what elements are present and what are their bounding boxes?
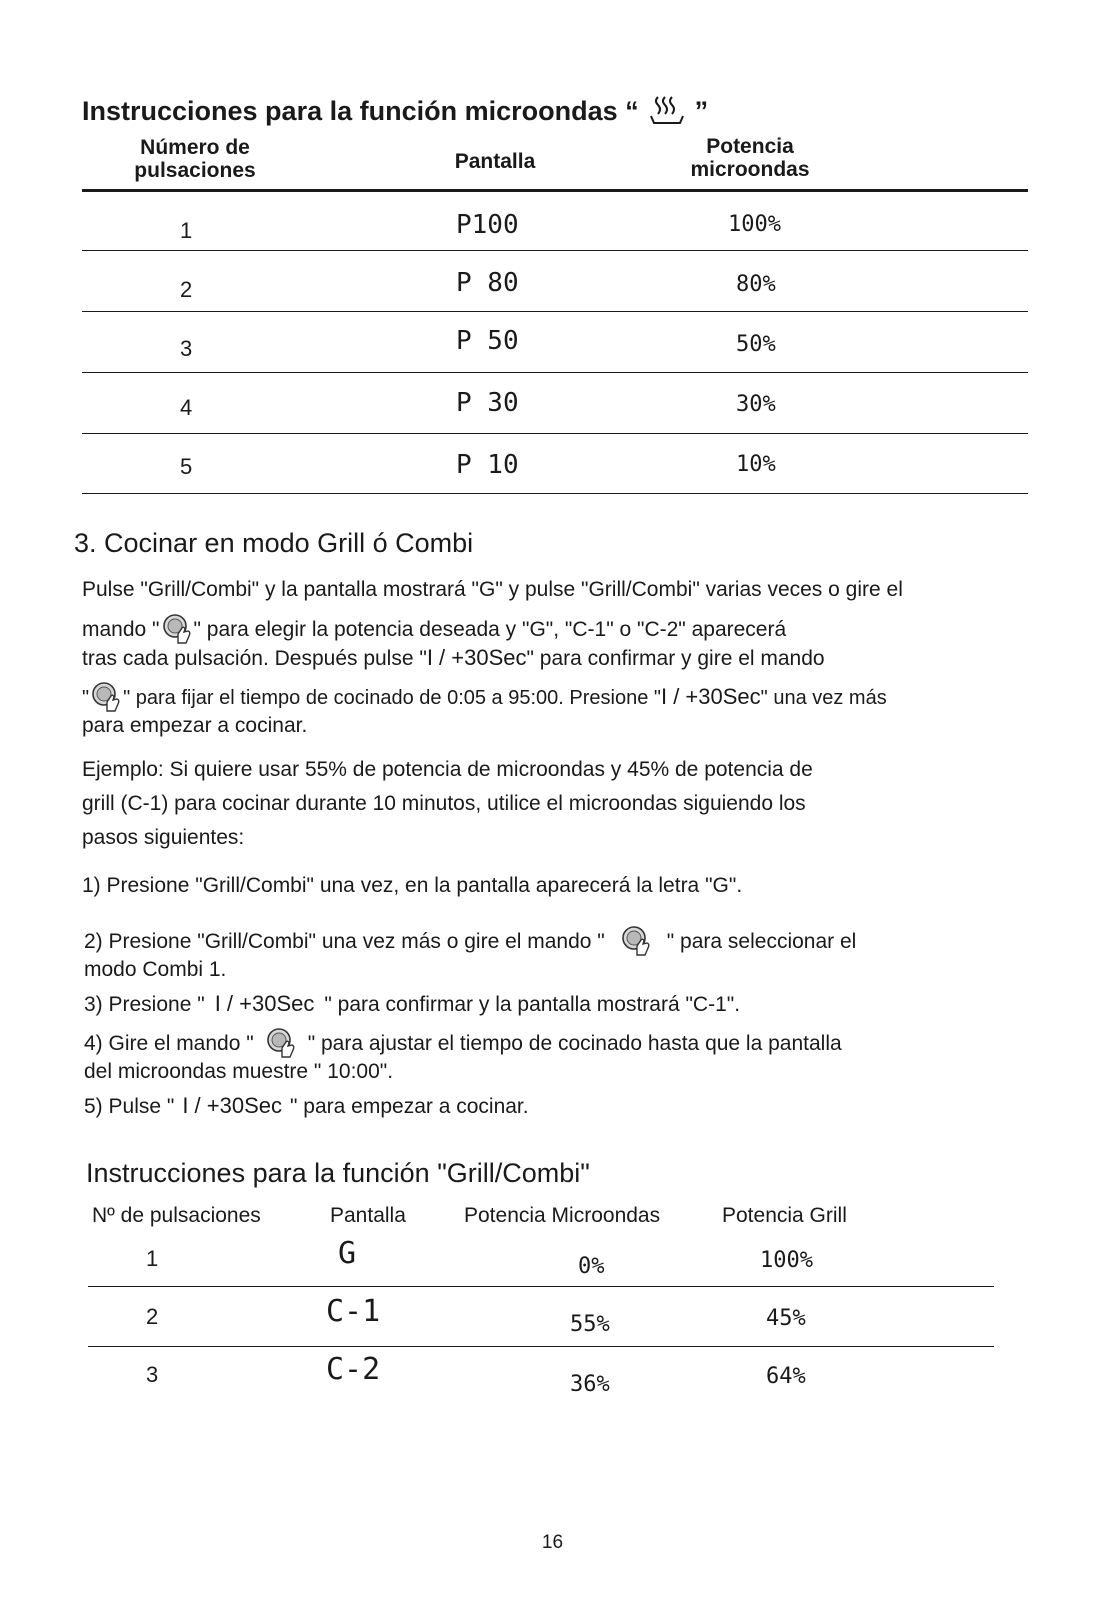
row-divider	[88, 1346, 994, 1347]
start-30sec-button-label: I / +30Sec	[426, 645, 527, 670]
header-power	[660, 135, 840, 181]
text: " para confirmar y la pantalla mostrará "C-1".	[324, 993, 741, 1016]
grill-combi-button-label: Grill/Combi	[147, 578, 252, 601]
text: "	[82, 687, 90, 709]
text: 2) Presione "	[84, 930, 205, 953]
header-grill-power: Potencia Grill	[722, 1204, 847, 1227]
header-presses: Nº de pulsaciones	[92, 1204, 261, 1227]
cell-grill-power: 45%	[766, 1306, 806, 1331]
header-power-line1: Potencia	[706, 135, 794, 158]
text: " una vez más o gire el mando "	[308, 930, 605, 953]
text: 4) Gire el mando "	[84, 1032, 254, 1055]
text: " y la pantalla mostrará "G" y pulse "	[251, 578, 589, 601]
header-display: Pantalla	[330, 1204, 406, 1227]
text: " para fijar el tiempo de cocinado de 0:05 a 95:00. Presione "	[123, 687, 661, 709]
cell-display: P 50	[456, 326, 519, 356]
cell-mw-power: 0%	[578, 1254, 605, 1279]
cell-power: 30%	[736, 392, 776, 417]
text: 5) Pulse "	[84, 1095, 175, 1118]
header-presses-line1: Número de	[140, 136, 250, 159]
row-divider	[82, 311, 1028, 312]
cell-grill-power: 100%	[760, 1248, 813, 1273]
cell-presses: 1	[180, 218, 193, 243]
text: Pulse "	[82, 578, 148, 601]
knob-hand-icon	[264, 1026, 298, 1060]
cell-power: 80%	[736, 272, 776, 297]
cell-power: 10%	[736, 452, 776, 477]
text: " para empezar a cocinar.	[290, 1095, 529, 1118]
text: " para ajustar el tiempo de cocinado hasta que la pantalla	[307, 1032, 842, 1055]
row-divider	[82, 433, 1028, 434]
step-2	[84, 924, 856, 958]
cell-power: 50%	[736, 332, 776, 357]
step-5	[84, 1094, 529, 1119]
example-line-3: pasos siguientes:	[82, 826, 245, 849]
header-power-line2: microondas	[690, 158, 810, 181]
text: " una vez, en la pantalla aparecerá la letra "G".	[306, 874, 743, 897]
intro-line-4	[82, 680, 887, 714]
header-presses-line2: pulsaciones	[134, 159, 256, 182]
row-divider	[82, 493, 1028, 494]
step-1	[82, 874, 742, 898]
cell-grill-power: 64%	[766, 1364, 806, 1389]
start-30sec-button-label: I / +30Sec	[182, 1093, 283, 1118]
text: mando "	[82, 618, 160, 641]
row-divider	[82, 372, 1028, 373]
intro-line-2	[82, 612, 786, 646]
cell-mw-power: 36%	[570, 1372, 610, 1397]
grill-table-title: Instrucciones para la función "Grill/Combi"	[86, 1158, 590, 1188]
knob-hand-icon	[89, 680, 123, 714]
start-30sec-button-label: I / +30Sec	[214, 991, 315, 1016]
knob-hand-icon	[619, 924, 653, 958]
cell-display: P100	[456, 210, 519, 240]
row-divider	[82, 250, 1028, 251]
example-line-2: grill (C-1) para cocinar durante 10 minutos, utilice el microondas siguiendo los	[82, 792, 806, 815]
cell-presses: 4	[180, 395, 193, 420]
knob-hand-icon	[160, 612, 194, 646]
cell-presses: 3	[146, 1362, 159, 1387]
start-30sec-button-label: I / +30Sec	[660, 684, 761, 709]
cell-display: P 80	[456, 268, 519, 298]
cell-display: P 30	[456, 388, 519, 418]
header-display: Pantalla	[454, 150, 536, 173]
text: " para elegir la potencia deseada y "G", "C-1" o "C-2" aparecerá	[193, 618, 787, 641]
grill-section-heading: 3. Cocinar en modo Grill ó Combi	[74, 528, 474, 558]
cell-display: C-2	[326, 1352, 381, 1387]
cell-mw-power: 55%	[570, 1312, 610, 1337]
cell-presses: 2	[146, 1304, 159, 1329]
cell-presses: 1	[146, 1246, 159, 1271]
microwave-section-title	[82, 92, 708, 128]
page-number: 16	[541, 1532, 564, 1553]
cell-presses: 2	[180, 277, 193, 302]
microwave-waves-icon	[645, 92, 689, 128]
text: 1) Presione "	[82, 874, 203, 897]
cell-power: 100%	[728, 212, 781, 237]
grill-combi-button-label: Grill/Combi	[204, 930, 309, 953]
grill-combi-button-label: Grill/Combi	[202, 874, 307, 897]
step-4	[84, 1026, 842, 1060]
intro-line-3	[82, 646, 825, 671]
cell-presses: 5	[180, 454, 193, 479]
title-suffix: ”	[694, 96, 709, 126]
text: tras cada pulsación. Después pulse "	[82, 647, 427, 670]
intro-line-1	[82, 578, 903, 602]
cell-display: C-1	[326, 1294, 381, 1329]
intro-line-5: para empezar a cocinar.	[82, 714, 308, 737]
text: " para seleccionar el	[666, 930, 857, 953]
text: " varias veces o gire el	[692, 578, 903, 601]
text: " para confirmar y gire el mando	[526, 647, 825, 670]
step-3	[84, 992, 740, 1017]
step-4-cont: del microondas muestre " 10:00".	[84, 1060, 394, 1083]
step-2-cont: modo Combi 1.	[84, 958, 227, 981]
cell-display: G	[338, 1236, 357, 1271]
row-divider	[88, 1286, 994, 1287]
text: 3) Presione "	[84, 993, 205, 1016]
title-prefix: Instrucciones para la función microondas “	[82, 96, 639, 126]
cell-display: P 10	[456, 450, 519, 480]
grill-combi-button-label: Grill/Combi	[588, 578, 693, 601]
table-header-rule	[82, 189, 1028, 192]
header-presses	[110, 136, 280, 182]
example-line-1: Ejemplo: Si quiere usar 55% de potencia de microondas y 45% de potencia de	[82, 758, 813, 781]
text: " una vez más	[760, 687, 887, 709]
header-mw-power: Potencia Microondas	[464, 1204, 661, 1227]
cell-presses: 3	[180, 336, 193, 361]
